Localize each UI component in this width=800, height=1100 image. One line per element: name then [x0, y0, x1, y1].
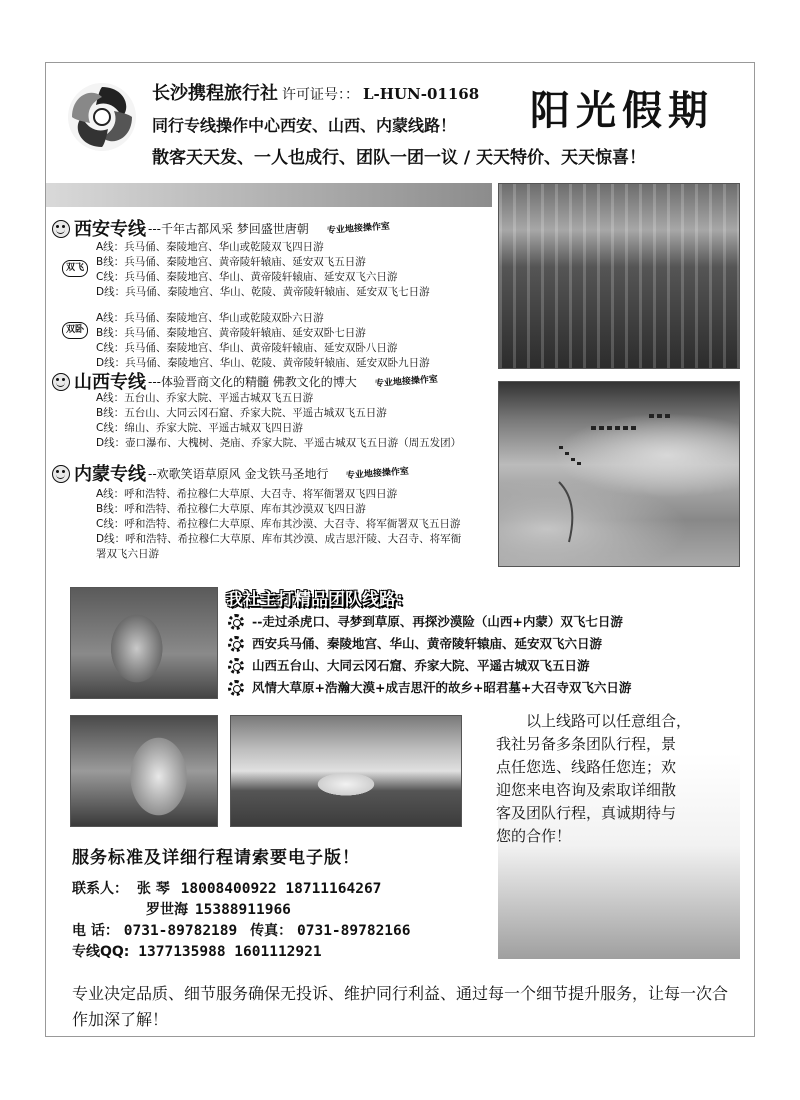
route-item: A线：兵马俑、秦陵地宫、华山或乾陵双飞四日游: [96, 241, 324, 253]
combination-note: [496, 710, 746, 848]
route-item: B线：呼和浩特、希拉穆仁大草原、库布其沙漠双飞四日游: [96, 503, 366, 515]
featured-item: [228, 655, 631, 677]
gear-bullet-icon: [228, 680, 244, 696]
route-item: C线：绵山、乔家大院、平遥古城双飞四日游: [96, 422, 303, 434]
contact-name-2: 罗世海: [146, 902, 188, 918]
route-item: D线：兵马俑、秦陵地宫、华山、乾陵、黄帝陵轩辕庙、延安双飞七日游: [96, 286, 430, 298]
contact-phone-2[interactable]: 15388911966: [194, 902, 291, 918]
route-item: C线：兵马俑、秦陵地宫、华山、黄帝陵轩辕庙、延安双飞六日游: [96, 271, 398, 283]
route-item: D线：壶口瀑布、大槐树、尧庙、乔家大院、平遥古城双飞五日游（周五发团）: [96, 437, 462, 449]
featured-item-text: 风情大草原+浩瀚大漠+成吉思汗的故乡+昭君墓+大召寺双飞六日游: [252, 680, 632, 695]
brand-title: 阳光假期: [530, 87, 714, 134]
camel-caravan-icon: [499, 382, 740, 567]
route-item: A线：兵马俑、秦陵地宫、华山或乾陵双卧六日游: [96, 312, 324, 324]
footer-slogan: 专业决定品质、细节服务确保无投诉、维护同行利益、通过每一个细节提升服务，让每一次合作加深了解！: [72, 984, 729, 1029]
yungang-buddha-photo: [70, 587, 218, 699]
route-item: A线：呼和浩特、希拉穆仁大草原、大召寺、将军衙署双飞四日游: [96, 488, 398, 500]
pro-badge: 专业地接操作室: [326, 221, 391, 236]
featured-item: [228, 677, 631, 699]
xian-section: [52, 220, 430, 371]
smiley-icon: [52, 465, 70, 483]
mountain-pine-photo: [70, 715, 218, 827]
xian-sleeper-routes: [52, 311, 430, 371]
tagline-secondary: 散客天天发、一人也成行、团队一团一议 / 天天特价、天天惊喜！: [152, 148, 647, 168]
contact-phones-1[interactable]: 18008400922 18711164267: [180, 881, 382, 897]
qq-numbers[interactable]: 1377135988 1601112921: [138, 944, 322, 960]
note-line: 以上线路可以任意组合，: [526, 712, 692, 730]
note-line: 我社另备多条团队行程，景: [496, 735, 677, 753]
route-item: B线：兵马俑、秦陵地宫、黄帝陵轩辕庙、延安双飞五日游: [96, 256, 366, 268]
shanxi-routes: [52, 391, 461, 451]
xian-subtitle: ---千年古都风采 梦回盛世唐朝: [148, 221, 309, 236]
contact-row-2: [146, 899, 291, 919]
shanxi-section: [52, 373, 461, 451]
neimeng-title: 内蒙专线: [74, 463, 146, 485]
xian-fly-routes: [52, 240, 430, 300]
desert-camel-photo: [498, 381, 740, 567]
neimeng-routes: [52, 487, 461, 562]
featured-item-text: 西安兵马俑、秦陵地宫、华山、黄帝陵轩辕庙、延安双飞六日游: [252, 636, 603, 651]
featured-item: [228, 633, 631, 655]
route-item: C线：兵马俑、秦陵地宫、华山、黄帝陵轩辕庙、延安双卧八日游: [96, 342, 398, 354]
featured-list: [228, 611, 631, 699]
company-name: 长沙携程旅行社: [152, 83, 278, 104]
route-item: B线：兵马俑、秦陵地宫、黄帝陵轩辕庙、延安双卧七日游: [96, 327, 366, 339]
featured-item-text: 山西五台山、大同云冈石窟、乔家大院、平遥古城双飞五日游: [252, 658, 590, 673]
contact-name-1: 张 琴: [136, 881, 170, 897]
mode-sleeper-badge: 双卧: [62, 322, 88, 339]
shanxi-header: [52, 373, 461, 391]
smiley-icon: [52, 373, 70, 391]
pro-badge: 专业地接操作室: [374, 374, 439, 389]
note-line: 您的合作！: [496, 827, 572, 845]
pro-badge: 专业地接操作室: [346, 466, 410, 481]
route-item: A线：五台山、乔家大院、平遥古城双飞五日游: [96, 392, 314, 404]
qq-label: 专线QQ:: [72, 944, 130, 960]
contact-row-1: [72, 878, 381, 898]
fax-label: 传真：: [250, 923, 293, 939]
company-line: [152, 79, 479, 105]
tel-fax-row: [72, 920, 411, 940]
flyer-frame: [45, 62, 755, 1037]
license-number: L-HUN-01168: [363, 85, 480, 103]
route-item: C线：呼和浩特、希拉穆仁大草原、库布其沙漠、大召寺、将军衙署双飞五日游: [96, 518, 461, 530]
tel-label: 电 话：: [72, 923, 119, 939]
shanxi-subtitle: ---体验晋商文化的精髓 佛教文化的博大: [148, 374, 357, 389]
gear-bullet-icon: [228, 614, 244, 630]
note-line: 客及团队行程，真诚期待与: [496, 804, 677, 822]
xian-title: 西安专线: [74, 218, 146, 240]
company-logo: [66, 81, 138, 153]
neimeng-header: [52, 465, 461, 483]
terracotta-warriors-photo: [498, 183, 740, 369]
xian-header: [52, 220, 430, 238]
fax-number[interactable]: 0731-89782166: [297, 923, 411, 939]
header-divider-bar: [46, 183, 492, 207]
service-title: 服务标准及详细行程请索要电子版！: [72, 848, 360, 868]
mode-fly-badge: 双飞: [62, 260, 88, 277]
featured-title: 我社主打精品团队线路：: [226, 590, 413, 610]
shanxi-title: 山西专线: [74, 371, 146, 393]
gear-bullet-icon: [228, 658, 244, 674]
route-item: 署双飞六日游: [96, 548, 159, 560]
route-item: D线：呼和浩特、希拉穆仁大草原、库布其沙漠、成吉思汗陵、大召寺、将军衙: [96, 533, 462, 545]
tagline-primary: 同行专线操作中心西安、山西、内蒙线路！: [152, 116, 457, 135]
contact-label: 联系人：: [72, 881, 128, 897]
tel-number[interactable]: 0731-89782189: [123, 923, 238, 939]
featured-item-text: --走过杀虎口、寻梦到草原、再探沙漠险（山西+内蒙）双飞七日游: [252, 614, 623, 629]
smiley-icon: [52, 220, 70, 238]
qq-row: [72, 941, 322, 961]
license-label: 许可证号：：: [282, 87, 359, 103]
route-item: B线：五台山、大同云冈石窟、乔家大院、平遥古城双飞五日游: [96, 407, 387, 419]
featured-item: [228, 611, 631, 633]
neimeng-subtitle: --欢歌笑语草原风 金戈铁马圣地行: [148, 466, 329, 481]
grassland-yurt-photo: [230, 715, 462, 827]
note-line: 迎您来电咨询及索取详细散: [496, 781, 677, 799]
neimeng-section: [52, 465, 461, 562]
gear-bullet-icon: [228, 636, 244, 652]
note-line: 点任您选、线路任您连；欢: [496, 758, 677, 776]
route-item: D线：兵马俑、秦陵地宫、华山、乾陵、黄帝陵轩辕庙、延安双卧九日游: [96, 357, 430, 369]
